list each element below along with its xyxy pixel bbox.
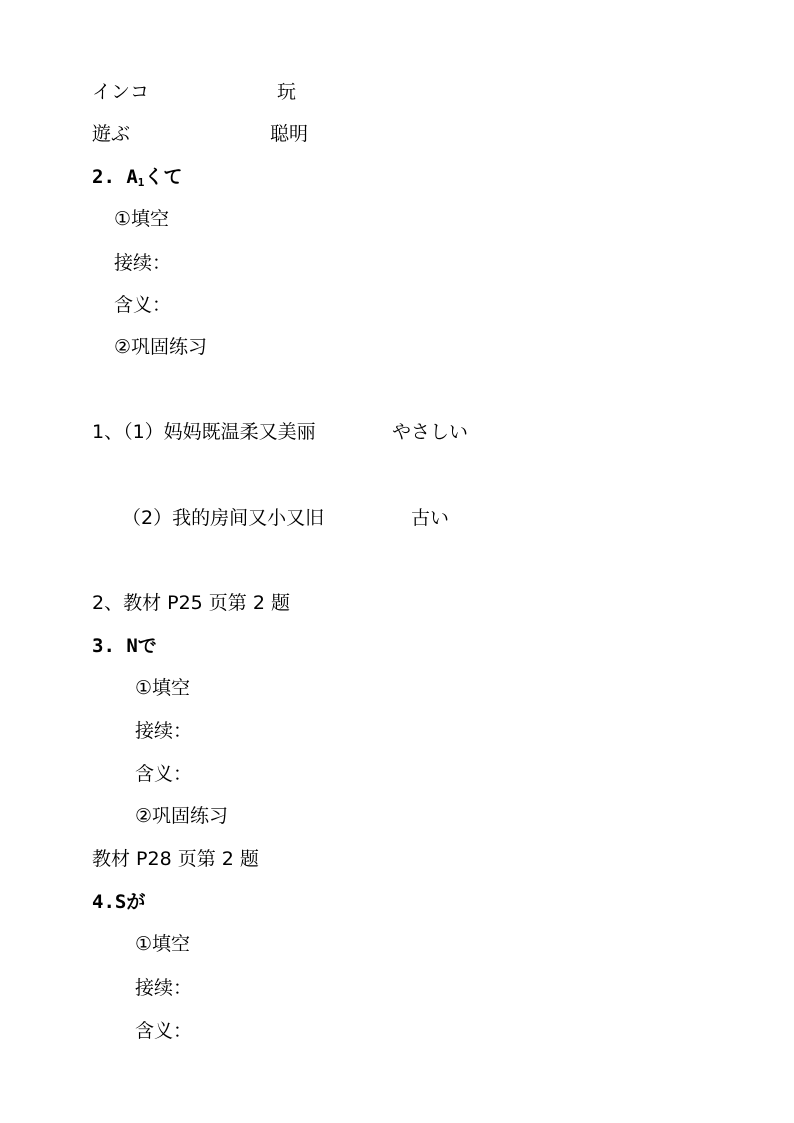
section-3-fill-label: ①填空 xyxy=(135,677,191,699)
exercise-1-item-2-word: 古い xyxy=(411,507,450,529)
section-2-fill-label: ①填空 xyxy=(114,208,170,230)
vocab-wan: 玩 xyxy=(277,81,297,103)
exercise-2-text: 2、教材 P25 页第 2 题 xyxy=(92,592,290,614)
exercise-1-item-1-text: 1、（1）妈妈既温柔又美丽 xyxy=(92,421,316,443)
exercise-1-item-1-word: やさしい xyxy=(392,421,469,443)
section-2-heading-suffix: くて xyxy=(144,166,183,188)
section-3-practice-label: ②巩固练习 xyxy=(135,805,229,827)
section-3-heading: 3. Nで xyxy=(92,635,157,657)
section-4-fill-label: ①填空 xyxy=(135,933,191,955)
section-2-heading xyxy=(92,165,182,189)
section-3-textbook-ref: 教材 P28 页第 2 题 xyxy=(92,848,259,870)
vocab-inko: インコ xyxy=(92,81,150,103)
section-2-heading-subscript: 1 xyxy=(137,176,145,189)
section-2-practice-label: ②巩固练习 xyxy=(114,336,208,358)
section-2-heading-prefix: 2. A xyxy=(92,166,138,188)
section-4-meaning-label: 含义： xyxy=(135,1020,193,1042)
section-4-connect-label: 接续： xyxy=(135,977,193,999)
exercise-1-item-2-text: （2）我的房间又小又旧 xyxy=(122,507,325,529)
section-2-meaning-label: 含义： xyxy=(114,294,172,316)
vocab-asobu: 遊ぶ xyxy=(92,123,131,145)
section-4-heading: 4.Sが xyxy=(92,891,146,913)
section-3-connect-label: 接续： xyxy=(135,720,193,742)
section-2-connect-label: 接续： xyxy=(114,252,172,274)
vocab-congming: 聪明 xyxy=(270,123,309,145)
section-3-meaning-label: 含义： xyxy=(135,763,193,785)
